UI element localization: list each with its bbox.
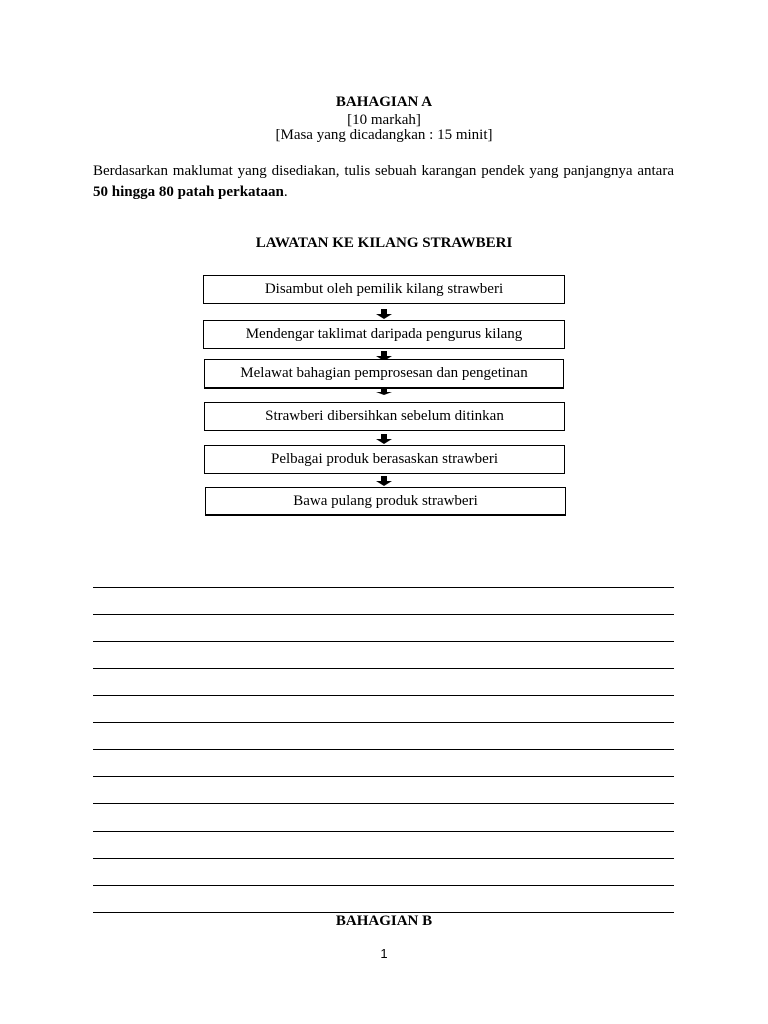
- writing-line: [93, 803, 674, 804]
- instruction-word-count: 50 hingga 80 patah perkataan: [93, 184, 284, 200]
- writing-line: [93, 776, 674, 777]
- section-title: BAHAGIAN A: [335, 94, 433, 110]
- time-label: [Masa yang dicadangkan : 15 minit]: [275, 127, 493, 143]
- instruction-text-after: .: [283, 184, 288, 200]
- writing-line: [93, 749, 674, 750]
- flow-step: Pelbagai produk berasaskan strawberi: [204, 445, 565, 474]
- writing-line: [93, 831, 674, 832]
- writing-line: [93, 885, 674, 886]
- flow-step: Strawberi dibersihkan sebelum ditinkan: [204, 402, 565, 431]
- flow-step: Mendengar taklimat daripada pengurus kilang: [203, 320, 565, 349]
- flow-step: Melawat bahagian pemprosesan dan pengetinan: [204, 359, 564, 389]
- writing-line: [93, 668, 674, 669]
- writing-line: [93, 722, 674, 723]
- next-section-title: BAHAGIAN B: [335, 913, 433, 929]
- writing-line: [93, 614, 674, 615]
- instruction-text: [93, 161, 674, 203]
- marks-label: [10 markah]: [347, 112, 421, 128]
- writing-line: [93, 587, 674, 588]
- writing-line: [93, 858, 674, 859]
- instruction-text-before: Berdasarkan maklumat yang disediakan, tulis sebuah karangan pendek yang panjangnya antara: [93, 163, 674, 179]
- page-number: 1: [380, 946, 388, 961]
- flow-step: Disambut oleh pemilik kilang strawberi: [203, 275, 565, 304]
- flow-step: Bawa pulang produk strawberi: [205, 487, 566, 516]
- writing-line: [93, 641, 674, 642]
- essay-topic: LAWATAN KE KILANG STRAWBERI: [255, 235, 513, 251]
- writing-line: [93, 695, 674, 696]
